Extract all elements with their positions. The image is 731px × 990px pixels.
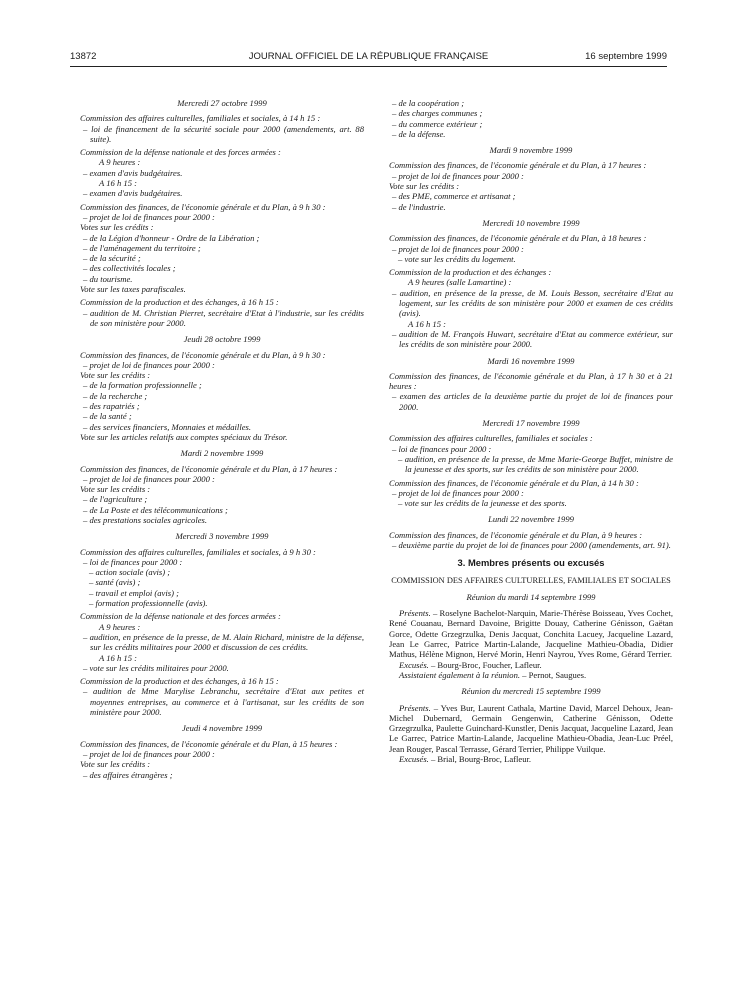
attendance-paragraph [389, 670, 673, 680]
agenda-item: – de la formation professionnelle ; [83, 380, 202, 391]
agenda-item: – des charges communes ; [392, 108, 483, 119]
attendance-paragraph [389, 703, 673, 754]
agenda-item: – de la défense. [392, 128, 446, 139]
agenda-item: – audition de M. Christian Pierret, secrétaire d'Etat à l'industrie, sur les crédits de son ministère pour 2000. [83, 307, 364, 328]
attendance-paragraph [389, 660, 673, 670]
attendance-paragraph [389, 754, 673, 764]
agenda-subitem: – vote sur les crédits de la jeunesse et des sports. [398, 498, 567, 509]
date-heading: Mercredi 10 novembre 1999 [482, 217, 580, 228]
meeting-heading: Réunion du mercredi 15 septembre 1999 [461, 686, 601, 697]
date-heading: Lundi 22 novembre 1999 [488, 514, 574, 525]
date-heading: Mardi 9 novembre 1999 [489, 145, 573, 156]
attendance-names: – Brial, Bourg-Broc, Lafleur. [428, 754, 532, 765]
agenda-item: – de la Légion d'honneur - Ordre de la Libération ; [83, 232, 260, 243]
commission-line: Commission des finances, de l'économie générale et du Plan, à 9 h 30 : [80, 201, 326, 212]
agenda-item: – examen des articles de la deuxième partie du projet de loi de finances pour 2000. [392, 391, 673, 412]
agenda-item: – projet de loi de finances pour 2000 : [392, 243, 524, 254]
vote-line: Vote sur les crédits : [80, 759, 151, 770]
agenda-item: – du tourisme. [83, 273, 133, 284]
date-heading: Mercredi 3 novembre 1999 [175, 531, 269, 542]
agenda-subitem: – action sociale (avis) ; [89, 567, 171, 578]
meeting-heading: Réunion du mardi 14 septembre 1999 [466, 591, 596, 602]
agenda-item: – de la recherche ; [83, 390, 148, 401]
vote-line: Vote sur les articles relatifs aux comptes spéciaux du Trésor. [80, 431, 288, 442]
attendance-names: – Yves Bur, Laurent Cathala, Martine David, Marcel Dehoux, Jean-Michel Dubernard, Germain Gengenwin, Catherine Génisson, Odette Grzegrzulka, Paulette Guinchard-Kunstler, Denis Jacquat, Jacqueline Lazard, Jean Le Garrec, Patrice Martin-Lalande, Jacqueline Mathieu-Obadia, Jean-Luc Préel, Jean Rouger, Pascal Terrasse, Gérard Terrier, Philippe Vuilque. [389, 702, 673, 754]
date-heading: Mardi 2 novembre 1999 [180, 448, 264, 459]
date-heading: Jeudi 28 octobre 1999 [183, 334, 261, 345]
right-column [389, 98, 673, 764]
agenda-item: – projet de loi de finances pour 2000 : [83, 473, 215, 484]
commission-line: Commission des finances, de l'économie générale et du Plan, à 15 heures : [80, 738, 338, 749]
attendance-label: Excusés. [399, 659, 429, 670]
agenda-item: – loi de finances pour 2000 : [83, 556, 183, 567]
agenda-item: – des rapatriés ; [83, 401, 140, 412]
section-title: 3. Membres présents ou excusés [457, 557, 605, 569]
agenda-item: – projet de loi de finances pour 2000 : [83, 211, 215, 222]
session-time: A 16 h 15 : [99, 652, 138, 663]
date-heading: Jeudi 4 novembre 1999 [181, 723, 263, 734]
commission-line: Commission de la production et des échanges : [389, 267, 552, 278]
agenda-subitem: – santé (avis) ; [89, 577, 141, 588]
page-header [70, 51, 667, 65]
agenda-item: – de la coopération ; [392, 98, 465, 108]
vote-line: Vote sur les crédits : [80, 484, 151, 495]
vote-line: Vote sur les taxes parafiscales. [80, 284, 186, 295]
commission-line: Commission de la défense nationale et des forces armées : [80, 147, 281, 158]
commission-line: Commission des finances, de l'économie générale et du Plan, à 9 heures : [389, 529, 643, 540]
agenda-item: – projet de loi de finances pour 2000 : [392, 487, 524, 498]
commission-line: Commission des affaires culturelles, familiales et sociales : [389, 433, 593, 444]
attendance-label: Assistaient également à la réunion. [399, 669, 521, 680]
commission-line: Commission de la production et des échanges, à 16 h 15 : [80, 297, 279, 308]
commission-line: Commission des finances, de l'économie générale et du Plan, à 9 h 30 : [80, 349, 326, 360]
attendance-names: – Bourg-Broc, Foucher, Lafleur. [428, 659, 542, 670]
agenda-item: – vote sur les crédits militaires pour 2000. [83, 662, 229, 673]
vote-line: Vote sur les crédits : [389, 181, 460, 192]
commission-line: Commission des affaires culturelles, familiales et sociales, à 14 h 15 : [80, 113, 321, 124]
session-time: A 9 heures (salle Lamartine) : [408, 277, 512, 288]
issue-date: 16 septembre 1999 [585, 51, 667, 62]
agenda-item: – du commerce extérieur ; [392, 118, 483, 129]
page-number: 13872 [70, 51, 97, 62]
agenda-item: – examen d'avis budgétaires. [83, 167, 183, 178]
agenda-item: – de La Poste et des télécommunications ; [83, 504, 228, 515]
commission-line: Commission des affaires culturelles, familiales et sociales, à 9 h 30 : [80, 546, 316, 557]
date-heading: Mercredi 27 octobre 1999 [177, 98, 267, 108]
session-time: A 9 heures : [99, 621, 141, 632]
commission-line: Commission des finances, de l'économie générale et du Plan, à 14 h 30 : [389, 477, 639, 488]
agenda-subitem: – audition, en présence de la presse, de Mme Marie-George Buffet, ministre de la jeunesse et des sports, sur les crédits de son ministère pour 2000. [398, 453, 673, 475]
agenda-item: – projet de loi de finances pour 2000 : [83, 359, 215, 370]
date-heading: Mercredi 17 novembre 1999 [482, 418, 580, 429]
agenda-item: – projet de loi de finances pour 2000 : [83, 748, 215, 759]
agenda-item: – examen d'avis budgétaires. [83, 188, 183, 199]
attendance-label: Excusés. [399, 754, 429, 765]
agenda-item: – projet de loi de finances pour 2000 : [392, 170, 524, 181]
commission-line: Commission des finances, de l'économie générale et du Plan, à 18 heures : [389, 233, 647, 244]
agenda-item: – des services financiers, Monnaies et médailles. [83, 421, 252, 432]
agenda-item: – de l'aménagement du territoire ; [83, 242, 201, 253]
agenda-item: – des prestations sociales agricoles. [83, 514, 208, 525]
attendance-names: – Pernot, Saugues. [520, 669, 587, 680]
agenda-item: – audition, en présence de la presse, de M. Louis Besson, secrétaire d'Etat au logement, sur les crédits de son ministère pour 2000 et examen de ces crédits (avis). [392, 287, 673, 319]
left-column [80, 98, 364, 780]
agenda-subitem: – travail et emploi (avis) ; [89, 587, 179, 598]
attendance-paragraph [389, 608, 673, 659]
session-time: A 16 h 15 : [408, 318, 447, 329]
vote-line: Vote sur les crédits : [80, 370, 151, 381]
commission-line: Commission de la défense nationale et des forces armées : [80, 611, 281, 622]
header-rule [70, 66, 667, 67]
agenda-item: – loi de financement de la sécurité sociale pour 2000 (amendements, art. 88 suite). [83, 123, 364, 144]
journal-title: JOURNAL OFFICIEL DE LA RÉPUBLIQUE FRANÇAISE [248, 51, 489, 62]
agenda-item: – audition de Mme Marylise Lebranchu, secrétaire d'Etat aux petites et moyennes entreprises, au commerce et à l'artisanat, sur les crédits de son ministère pour 2000. [83, 686, 364, 718]
agenda-item: – des affaires étrangères ; [83, 769, 173, 780]
agenda-item: – loi de finances pour 2000 : [392, 443, 492, 454]
agenda-item: – de la sécurité ; [83, 253, 141, 264]
agenda-item: – audition, en présence de la presse, de M. Alain Richard, ministre de la défense, sur les crédits militaires pour 2000 et discussion de ces crédits. [83, 631, 364, 653]
agenda-subitem: – vote sur les crédits du logement. [398, 253, 516, 264]
commission-line: Commission de la production et des échanges, à 16 h 15 : [80, 676, 279, 687]
agenda-item: – de la santé ; [83, 411, 132, 422]
agenda-item: – deuxième partie du projet de loi de finances pour 2000 (amendements, art. 91). [392, 539, 671, 550]
agenda-item: – audition de M. François Huwart, secrétaire d'Etat au commerce extérieur, sur les crédits de son ministère pour 2000. [392, 328, 673, 350]
commission-name: COMMISSION DES AFFAIRES CULTURELLES, FAMILIALES ET SOCIALES [391, 575, 671, 585]
attendance-names: – Roselyne Bachelot-Narquin, Marie-Thérèse Boisseau, Yves Cochet, René Couanau, Bernard Davoine, Brigitte Douay, Catherine Génisson, Gaëtan Gorce, Odette Grzegrzulka, Denis Jacquat, Conchita Lacuey, Jacqueline Lazard, Jean Le Garrec, Patrice Martin-Lalande, Jacqueline Mathieu-Obadia, Didier Mathus, Hélène Mignon, Hervé Morin, Henri Nayrou, Yves Rome, Gérard Terrier. [389, 608, 673, 660]
session-time: A 16 h 15 : [99, 178, 138, 189]
commission-line: Commission des finances, de l'économie générale et du Plan, à 17 heures : [389, 160, 647, 171]
agenda-item: – de l'industrie. [392, 201, 446, 212]
vote-line: Votes sur les crédits : [80, 222, 154, 233]
agenda-item: – des PME, commerce et artisanat ; [392, 191, 516, 202]
date-heading: Mardi 16 novembre 1999 [487, 355, 575, 366]
agenda-item: – de l'agriculture ; [83, 494, 148, 505]
commission-line: Commission des finances, de l'économie générale et du Plan, à 17 heures : [80, 463, 338, 474]
attendance-label: Présents. [399, 702, 431, 713]
session-time: A 9 heures : [99, 157, 141, 168]
commission-line: Commission des finances, de l'économie générale et du Plan, à 17 h 30 et à 21 heures : [389, 370, 673, 392]
agenda-subitem: – formation professionnelle (avis). [89, 598, 208, 609]
attendance-label: Présents. [399, 608, 431, 619]
agenda-item: – des collectivités locales ; [83, 263, 176, 274]
